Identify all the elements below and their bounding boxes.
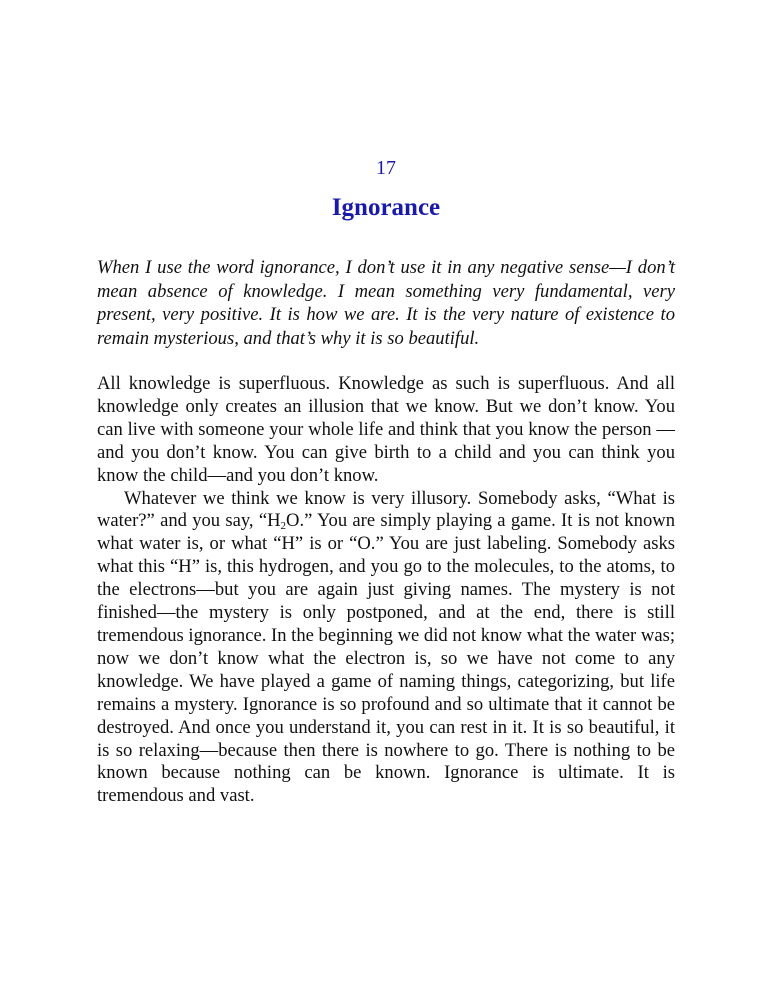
chapter-title: Ignorance bbox=[331, 194, 441, 221]
chapter-number: 17 bbox=[376, 157, 396, 179]
paragraph-2-text-after: O.” You are simply playing a game. It is not known what water is, or what “H” is or “O.” You are just labeling. Somebody asks what this “H” is, this hydrogen, and you go to the molecules, to the atoms, to the electrons—but you are again just giving names. The mystery is not finished—the mystery is only postponed, and at the end, there is still tremendous ignorance. In the beginning we did not know what the water was; now we don’t know what the electron is, so we have not come to any knowledge. We have played a game of naming things, categorizing, but life remains a mystery. Ignorance is so profound and so ultimate that it cannot be destroyed. And once you understand it, you can rest in it. It is so beautiful, it is so relaxing—because then there is nowhere to go. There is nothing to be known because nothing can be known. Ignorance is ultimate. It is tremendous and vast. bbox=[97, 510, 675, 807]
chapter-epigraph: When I use the word ignorance, I don’t use it in any negative sense—I don’t mean absence of knowledge. I mean something very fundamental, very present, very positive. It is how we are. It is the very nature of existence to remain mysterious, and that’s why it is so beautiful. bbox=[97, 257, 675, 349]
paragraph-2-text-before: Whatever we think we know is very illusory. Somebody asks, “What is water?” and you say, “H bbox=[97, 487, 675, 532]
subscript-two: 2 bbox=[280, 520, 287, 533]
chapter-body bbox=[97, 373, 675, 808]
body-paragraph-2 bbox=[97, 488, 675, 809]
body-paragraph-1: All knowledge is superfluous. Knowledge as such is superfluous. And all knowledge only creates an illusion that we know. But we don’t know. You can live with someone your whole life and think that you know the person —and you don’t know. You can give birth to a child and you can think you know the child—and you don’t know. bbox=[97, 373, 675, 486]
